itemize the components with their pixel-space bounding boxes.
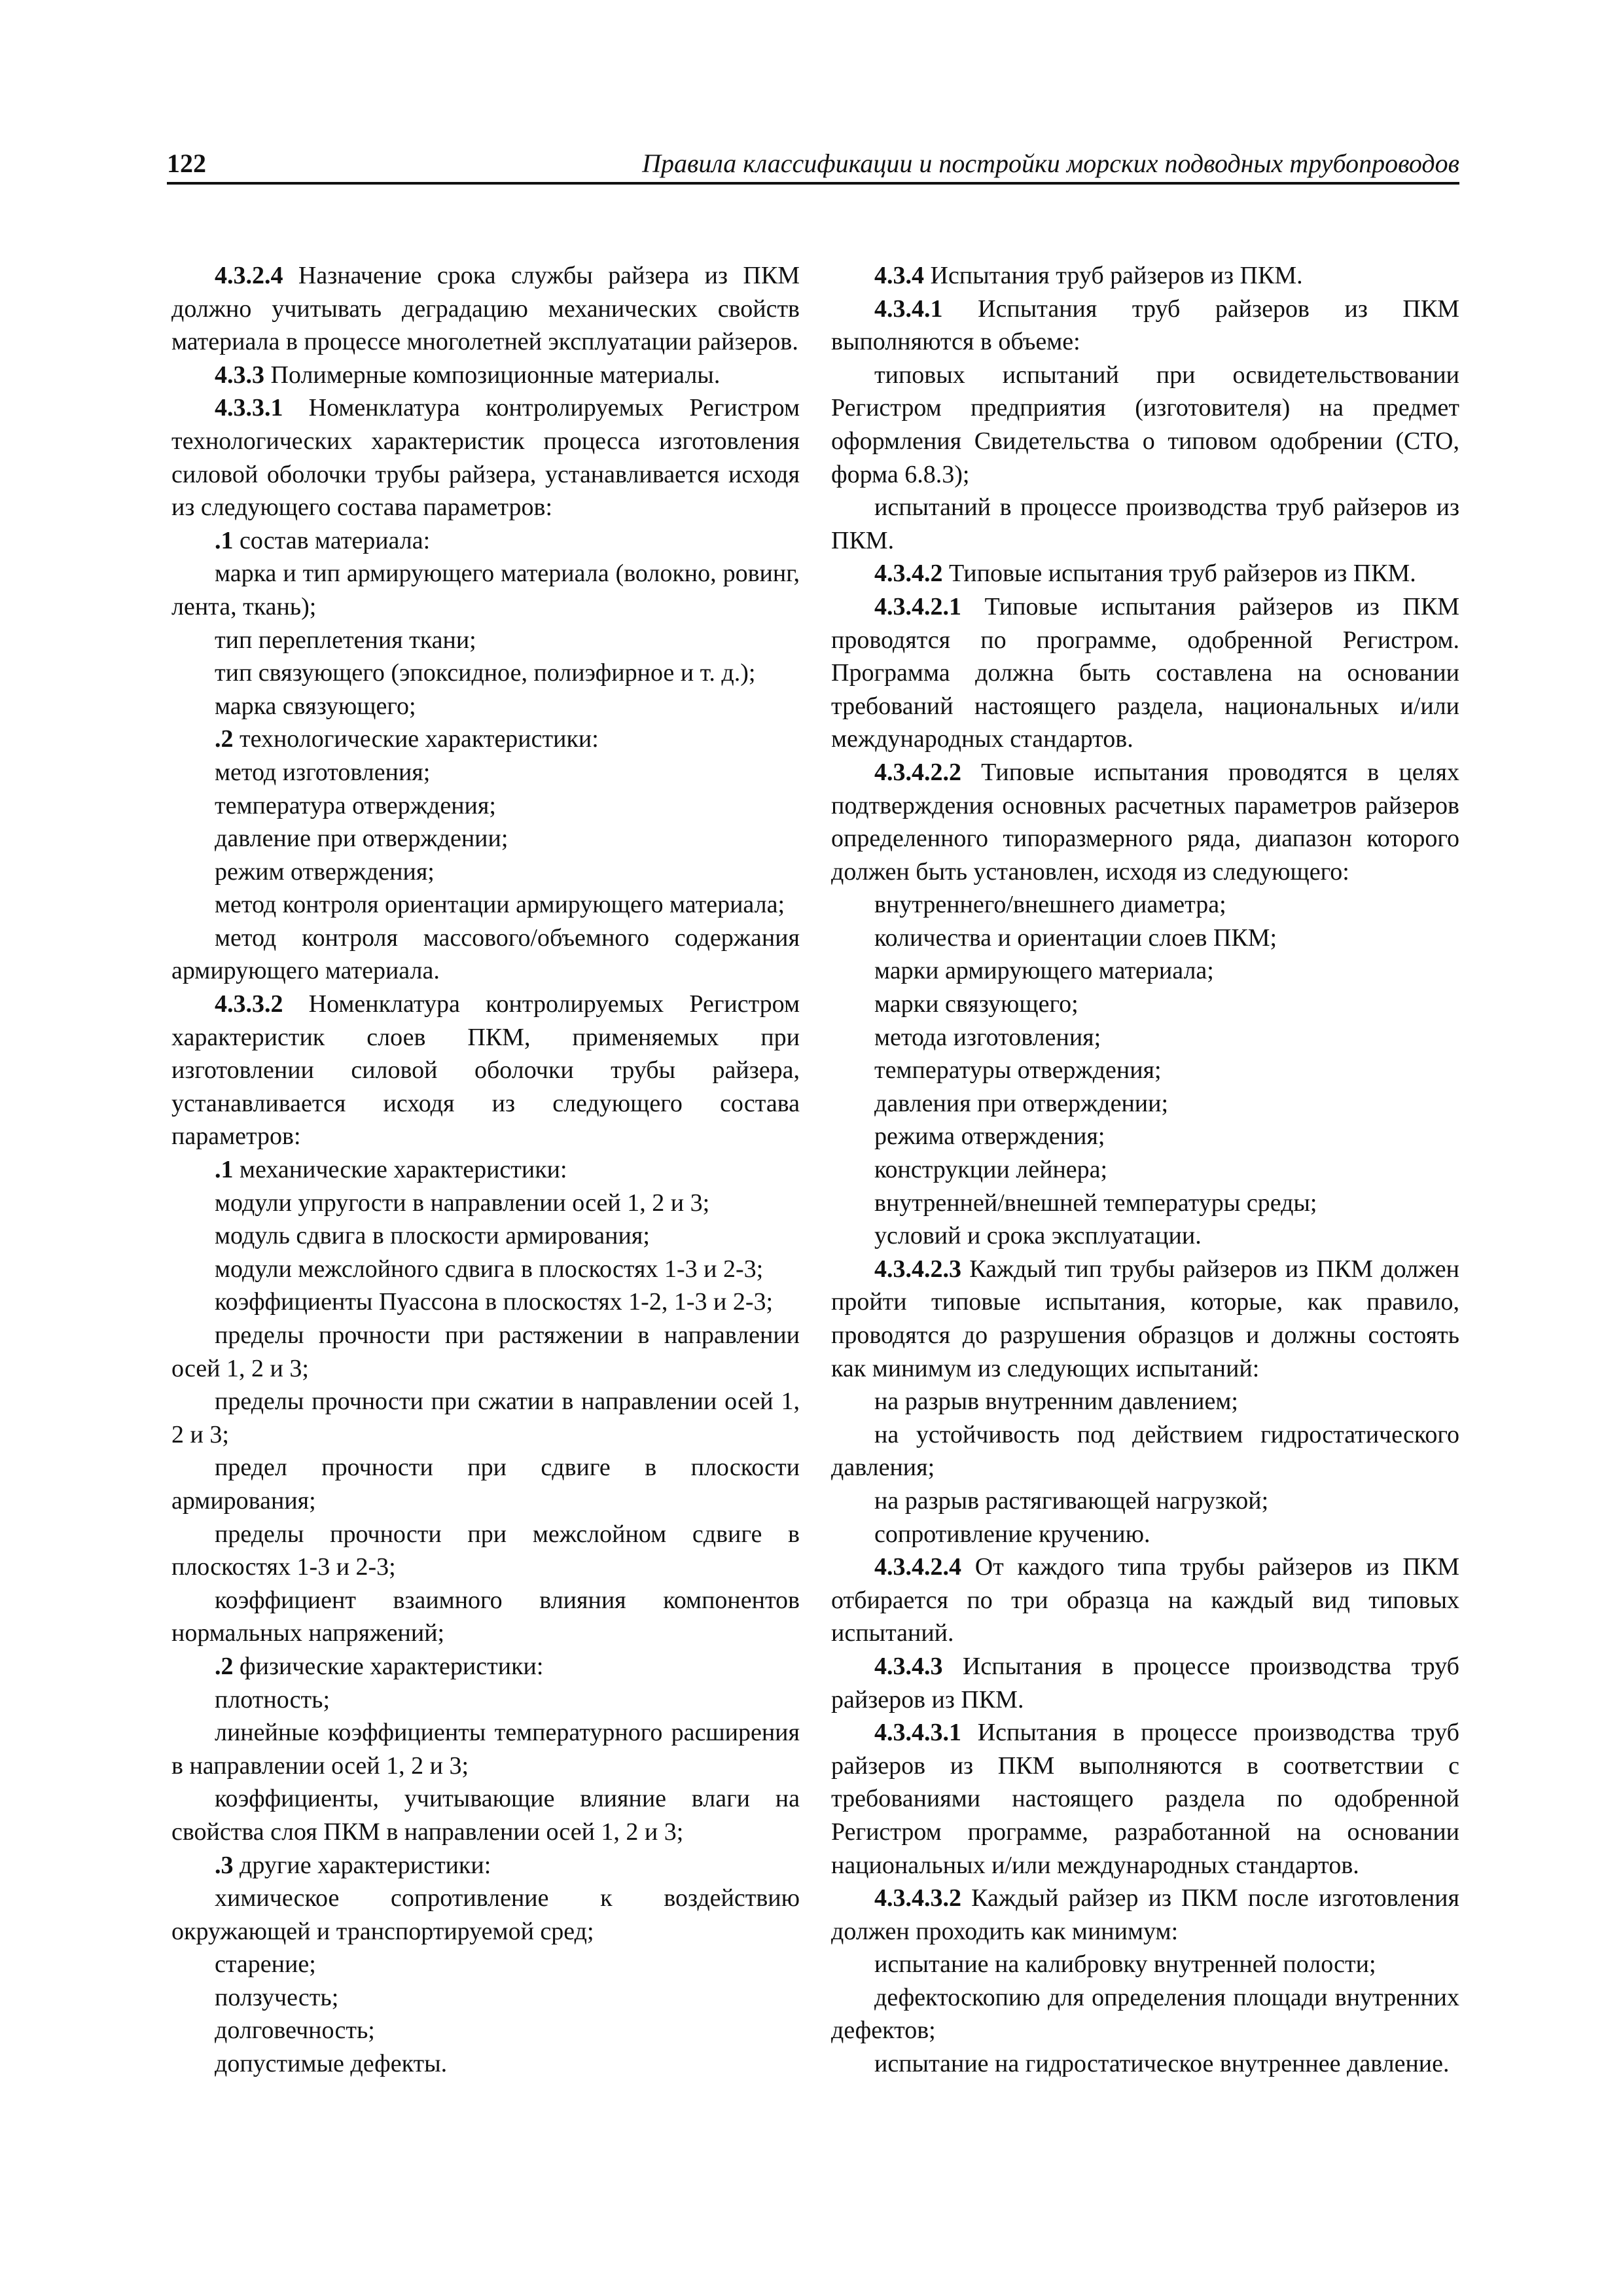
paragraph	[831, 1385, 1459, 1418]
paragraph-text: тип связующего (эпоксидное, полиэфирное и т. д.);	[215, 659, 756, 687]
paragraph-text: старение;	[215, 1950, 316, 1979]
paragraph	[171, 624, 800, 657]
section-number: 4.3.2.4	[215, 262, 283, 289]
paragraph	[831, 491, 1459, 557]
paragraph-text: испытаний в процессе производства труб райзеров из ПКМ.	[831, 493, 1459, 554]
paragraph	[831, 1120, 1459, 1153]
paragraph	[831, 2047, 1459, 2081]
paragraph	[831, 1551, 1459, 1650]
section-number: .3	[215, 1851, 234, 1879]
paragraph-text: условий и срока эксплуатации.	[874, 1222, 1202, 1250]
section-number: 4.3.3.2	[215, 990, 283, 1018]
section-number: 4.3.4.2	[874, 560, 943, 588]
paragraph	[171, 359, 800, 392]
paragraph-text: коэффициент взаимного влияния компонентов нормальных напряжений;	[171, 1586, 800, 1647]
paragraph	[171, 2014, 800, 2047]
paragraph	[171, 1584, 800, 1650]
paragraph	[831, 1518, 1459, 1551]
paragraph-text: на разрыв внутренним давлением;	[874, 1388, 1238, 1416]
section-number: 4.3.4.2.4	[874, 1553, 961, 1581]
paragraph-text: температуры отверждения;	[874, 1056, 1162, 1085]
paragraph	[831, 557, 1459, 590]
paragraph-text: на разрыв растягивающей нагрузкой;	[874, 1486, 1269, 1515]
paragraph	[831, 954, 1459, 988]
paragraph	[831, 1948, 1459, 1981]
paragraph	[171, 1849, 800, 1882]
paragraph	[171, 1253, 800, 1286]
paragraph-text: пределы прочности при сжатии в направлении осей 1, 2 и 3;	[171, 1388, 800, 1448]
paragraph-text: сопротивление кручению.	[874, 1520, 1150, 1548]
paragraph	[171, 1187, 800, 1220]
paragraph	[171, 1385, 800, 1451]
page-number: 122	[167, 149, 206, 178]
paragraph-text: коэффициенты, учитывающие влияние влаги на свойства слоя ПКМ в направлении осей 1, 2 и 3;	[171, 1785, 800, 1846]
paragraph-text: состав материала:	[233, 526, 431, 554]
paragraph	[171, 756, 800, 789]
paragraph-text: марка и тип армирующего материала (волокно, ровинг, лента, ткань);	[171, 560, 800, 620]
paragraph-text: марки армирующего материала;	[874, 957, 1214, 985]
section-number: 4.3.4.2.2	[874, 758, 961, 786]
paragraph-text: пределы прочности при растяжении в направлении осей 1, 2 и 3;	[171, 1321, 800, 1382]
paragraph-text: испытание на гидростатическое внутреннее давление.	[874, 2050, 1450, 2078]
paragraph-text: ползучесть;	[215, 1983, 339, 2011]
paragraph-text: типовых испытаний при освидетельствовании Регистром предприятия (изготовителя) на предмет оформления Свидетельства о типовом одобрении (СТО, форма 6.8.3);	[831, 361, 1459, 488]
paragraph-text: химическое сопротивление к воздействию окружающей и транспортируемой сред;	[171, 1884, 800, 1945]
section-number: .1	[215, 1156, 234, 1184]
paragraph	[831, 922, 1459, 955]
paragraph	[171, 855, 800, 889]
paragraph-text: внутреннего/внешнего диаметра;	[874, 891, 1226, 919]
paragraph-text: метод контроля массового/объемного содержания армирующего материала.	[171, 924, 800, 985]
paragraph	[171, 690, 800, 723]
paragraph	[171, 557, 800, 623]
paragraph	[831, 988, 1459, 1021]
paragraph-text: испытание на калибровку внутренней полости;	[874, 1950, 1376, 1979]
paragraph	[171, 1153, 800, 1187]
paragraph-text: давления при отверждении;	[874, 1089, 1169, 1117]
section-number: 4.3.3	[215, 361, 264, 389]
paragraph-text: плотность;	[215, 1685, 330, 1713]
paragraph-text: Испытания в процессе производства труб райзеров из ПКМ.	[831, 1652, 1459, 1713]
paragraph	[831, 888, 1459, 922]
paragraph	[171, 1782, 800, 1848]
paragraph	[831, 1054, 1459, 1087]
section-number: 4.3.4.3.2	[874, 1884, 961, 1912]
paragraph-text: Типовые испытания проводятся в целях подтверждения основных расчетных параметров райзеров определенного типоразмерного ряда, диапазон которого должен быть установлен, исходя из следующего:	[831, 758, 1459, 886]
paragraph-text: линейные коэффициенты температурного расширения в направлении осей 1, 2 и 3;	[171, 1719, 800, 1780]
paragraph	[171, 524, 800, 558]
paragraph-text: Назначение срока службы райзера из ПКМ должно учитывать деградацию механических свойств материала в процессе многолетней эксплуатации райзеров.	[171, 262, 800, 356]
paragraph-text: предел прочности при сдвиге в плоскости армирования;	[171, 1454, 800, 1515]
paragraph-text: метод контроля ориентации армирующего материала;	[215, 891, 785, 919]
paragraph	[831, 259, 1459, 293]
paragraph	[831, 359, 1459, 491]
paragraph	[171, 822, 800, 855]
paragraph	[831, 1484, 1459, 1518]
paragraph-text: долговечность;	[215, 2017, 375, 2045]
paragraph-text: Испытания труб райзеров из ПКМ.	[924, 262, 1303, 289]
paragraph-text: другие характеристики:	[233, 1851, 491, 1879]
paragraph-text: внутренней/внешней температуры среды;	[874, 1189, 1317, 1217]
paragraph-text: механические характеристики:	[233, 1156, 567, 1184]
paragraph	[171, 1882, 800, 1948]
paragraph-text: дефектоскопию для определения площади внутренних дефектов;	[831, 1983, 1459, 2045]
running-title: Правила классификации и постройки морских подводных трубопроводов	[642, 149, 1459, 178]
section-number: 4.3.4.3	[874, 1652, 943, 1680]
paragraph	[171, 1285, 800, 1319]
paragraph-text: Испытания в процессе производства труб райзеров из ПКМ выполняются в соответствии с требованиями настоящего раздела по одобренной Регистром программе, разработанной на основании национальных и/или международных стандартов.	[831, 1719, 1459, 1879]
section-number: .2	[215, 725, 234, 753]
paragraph	[171, 2047, 800, 2081]
paragraph	[831, 1882, 1459, 1948]
paragraph	[171, 1981, 800, 2015]
paragraph-text: пределы прочности при межслойном сдвиге в плоскостях 1-3 и 2-3;	[171, 1520, 800, 1581]
paragraph-text: допустимые дефекты.	[215, 2050, 448, 2078]
paragraph-text: модуль сдвига в плоскости армирования;	[215, 1222, 650, 1250]
paragraph	[831, 1981, 1459, 2047]
paragraph-text: метод изготовления;	[215, 758, 431, 786]
section-number: 4.3.3.1	[215, 394, 283, 422]
paragraph-text: модули упругости в направлении осей 1, 2 и 3;	[215, 1189, 710, 1217]
paragraph-text: Полимерные композиционные материалы.	[264, 361, 721, 389]
paragraph	[831, 1187, 1459, 1220]
paragraph-text: Номенклатура контролируемых Регистром характеристик слоев ПКМ, применяемых при изготовлении силовой оболочки трубы райзера, устанавливается исходя из следующего состава параметров:	[171, 990, 800, 1151]
paragraph-text: Каждый райзер из ПКМ после изготовления должен проходить как минимум:	[831, 1884, 1459, 1945]
page-header	[167, 145, 1459, 185]
paragraph	[831, 1418, 1459, 1484]
paragraph-text: давление при отверждении;	[215, 825, 508, 853]
paragraph	[171, 656, 800, 690]
paragraph-text: Типовые испытания райзеров из ПКМ проводятся по программе, одобренной Регистром. Программа должна быть составлена на основании требований настоящего раздела, национальных и/или международных стандартов.	[831, 592, 1459, 753]
section-number: .2	[215, 1652, 234, 1680]
section-number: 4.3.4.2.1	[874, 592, 961, 620]
paragraph	[171, 888, 800, 922]
paragraph-text: коэффициенты Пуассона в плоскостях 1-2, 1-3 и 2-3;	[215, 1288, 774, 1316]
paragraph-text: Каждый тип трубы райзеров из ПКМ должен пройти типовые испытания, которые, как правило, проводятся до разрушения образцов и должны состоять как минимум из следующих испытаний:	[831, 1255, 1459, 1382]
paragraph-text: температура отверждения;	[215, 791, 496, 819]
right-column	[831, 259, 1459, 2081]
paragraph	[831, 1153, 1459, 1187]
paragraph	[171, 1683, 800, 1717]
paragraph	[831, 293, 1459, 359]
paragraph	[171, 1219, 800, 1253]
paragraph	[171, 391, 800, 524]
paragraph-text: режима отверждения;	[874, 1122, 1105, 1151]
section-number: 4.3.4.1	[874, 295, 943, 323]
paragraph-text: количества и ориентации слоев ПКМ;	[874, 924, 1277, 952]
paragraph-text: От каждого типа трубы райзеров из ПКМ отбирается по три образца на каждый вид типовых испытаний.	[831, 1553, 1459, 1647]
paragraph	[171, 1518, 800, 1584]
paragraph	[171, 789, 800, 823]
paragraph-text: технологические характеристики:	[233, 725, 599, 753]
paragraph-text: марка связующего;	[215, 692, 416, 720]
paragraph	[171, 988, 800, 1153]
paragraph	[171, 1319, 800, 1385]
section-number: .1	[215, 526, 234, 554]
paragraph-text: Типовые испытания труб райзеров из ПКМ.	[942, 560, 1416, 588]
paragraph-text: конструкции лейнера;	[874, 1156, 1108, 1184]
paragraph	[171, 1948, 800, 1981]
paragraph-text: Испытания труб райзеров из ПКМ выполняются в объеме:	[831, 295, 1459, 356]
left-column	[171, 259, 800, 2081]
section-number: 4.3.4	[874, 262, 924, 289]
section-number: 4.3.4.2.3	[874, 1255, 961, 1283]
paragraph-text: модули межслойного сдвига в плоскостях 1-3 и 2-3;	[215, 1255, 764, 1283]
paragraph	[171, 1451, 800, 1517]
paragraph-text: тип переплетения ткани;	[215, 626, 476, 654]
paragraph	[171, 1650, 800, 1683]
paragraph-text: Номенклатура контролируемых Регистром технологических характеристик процесса изготовления силовой оболочки трубы райзера, устанавливается исходя из следующего состава параметров:	[171, 394, 800, 522]
paragraph	[171, 723, 800, 756]
paragraph	[831, 590, 1459, 756]
paragraph-text: марки связующего;	[874, 990, 1079, 1018]
paragraph	[831, 1021, 1459, 1054]
paragraph	[171, 922, 800, 988]
paragraph	[831, 756, 1459, 888]
paragraph-text: метода изготовления;	[874, 1023, 1101, 1051]
section-number: 4.3.4.3.1	[874, 1719, 961, 1747]
paragraph	[171, 1716, 800, 1782]
paragraph	[171, 259, 800, 359]
paragraph	[831, 1253, 1459, 1385]
paragraph-text: физические характеристики:	[233, 1652, 544, 1680]
paragraph-text: режим отверждения;	[215, 857, 435, 886]
paragraph	[831, 1087, 1459, 1121]
paragraph	[831, 1219, 1459, 1253]
paragraph	[831, 1716, 1459, 1882]
paragraph-text: на устойчивость под действием гидростатического давления;	[831, 1420, 1459, 1482]
paragraph	[831, 1650, 1459, 1716]
